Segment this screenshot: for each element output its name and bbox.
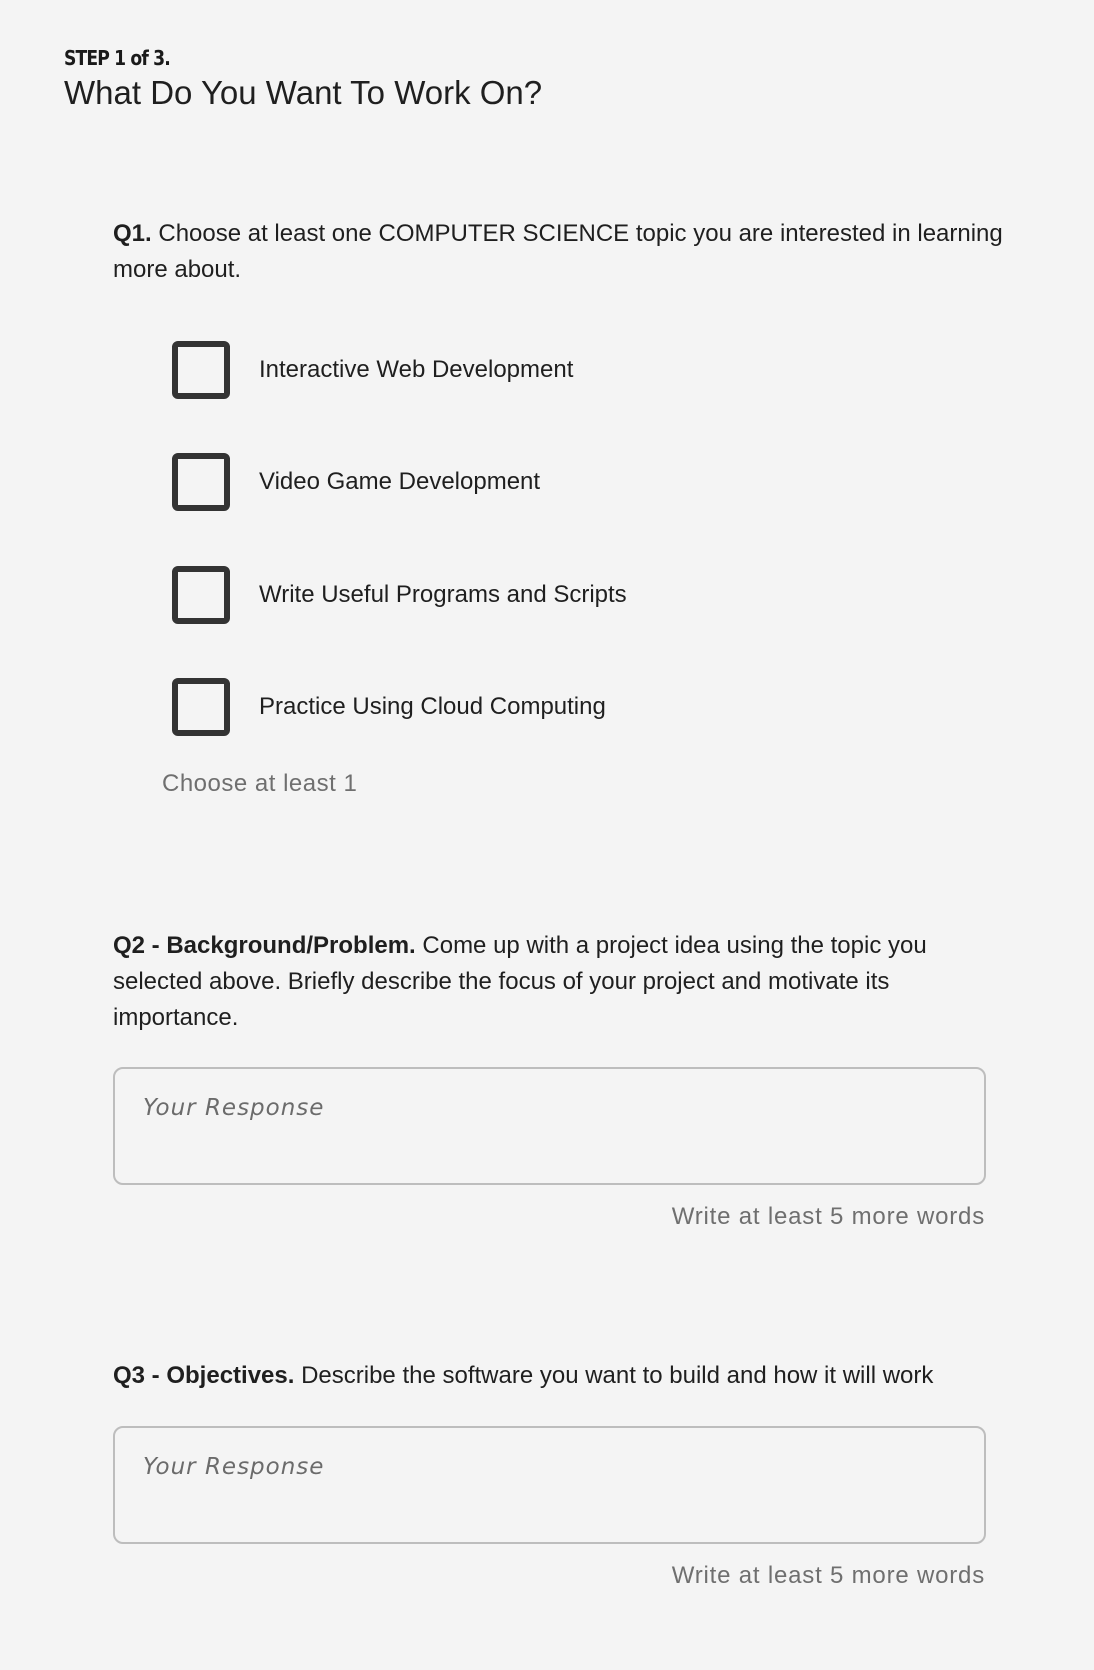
option-interactive-web-development[interactable] bbox=[172, 336, 573, 404]
question-1-text: Choose at least one COMPUTER SCIENCE topic you are interested in learning more about. bbox=[113, 220, 1003, 283]
page-title: What Do You Want To Work On? bbox=[64, 74, 543, 111]
option-label[interactable]: Video Game Development bbox=[259, 468, 541, 495]
question-1-hint: Choose at least 1 bbox=[162, 770, 358, 797]
question-3-heading: Q3 - Objectives. bbox=[113, 1362, 295, 1389]
checkbox-icon[interactable] bbox=[172, 566, 230, 624]
option-video-game-development[interactable] bbox=[172, 448, 540, 516]
question-3-response-input[interactable] bbox=[113, 1426, 986, 1544]
question-1-prompt bbox=[113, 216, 1033, 288]
option-write-useful-programs[interactable] bbox=[172, 561, 627, 629]
question-1-number: Q1. bbox=[113, 220, 152, 247]
question-2-response-input[interactable] bbox=[113, 1067, 986, 1185]
option-label[interactable]: Write Useful Programs and Scripts bbox=[259, 581, 627, 608]
step-indicator: STEP 1 of 3. bbox=[64, 46, 170, 70]
question-3-word-hint: Write at least 5 more words bbox=[671, 1562, 985, 1589]
question-3-prompt bbox=[113, 1358, 1033, 1394]
question-2-prompt bbox=[113, 928, 993, 1036]
checkbox-icon[interactable] bbox=[172, 678, 230, 736]
option-label[interactable]: Interactive Web Development bbox=[259, 356, 574, 383]
option-practice-cloud-computing[interactable] bbox=[172, 673, 606, 741]
option-label[interactable]: Practice Using Cloud Computing bbox=[259, 693, 606, 720]
question-3-text: Describe the software you want to build and how it will work bbox=[294, 1362, 934, 1389]
checkbox-icon[interactable] bbox=[172, 341, 230, 399]
question-2-text: Come up with a project idea using the topic you selected above. Briefly describe the focus of your project and motivate its importance. bbox=[113, 932, 927, 1031]
question-2-heading: Q2 - Background/Problem. bbox=[113, 932, 416, 959]
checkbox-icon[interactable] bbox=[172, 453, 230, 511]
question-2-word-hint: Write at least 5 more words bbox=[671, 1203, 985, 1230]
